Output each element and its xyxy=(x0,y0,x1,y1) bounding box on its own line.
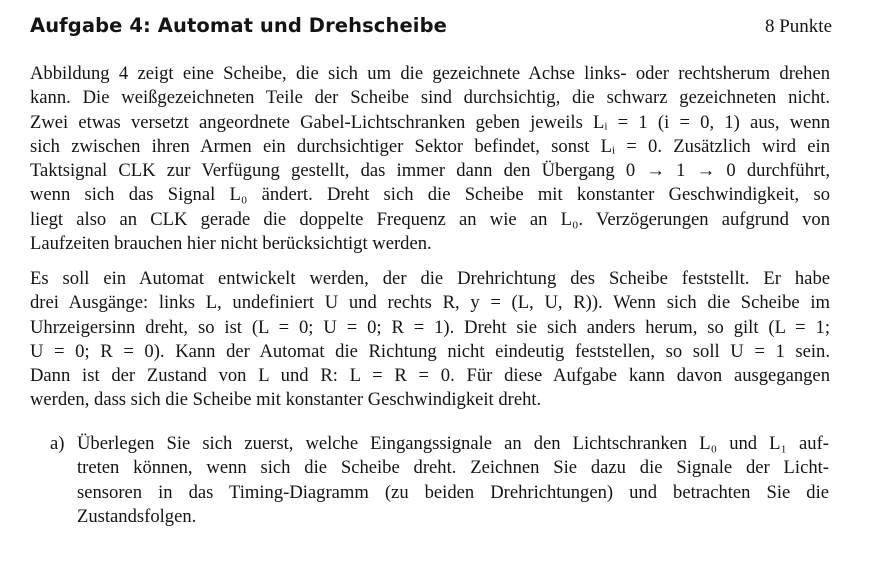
task-header xyxy=(30,14,832,44)
paragraph-line: sich zwischen ihren Armen ein durchsichtiger Sektor befindet, sonst Lᵢ = 0. Zusätzlich wird ein xyxy=(30,135,830,157)
paragraph-line: liegt also an CLK gerade die doppelte Frequenz an wie an L₀. Verzögerungen aufgrund von xyxy=(30,208,830,230)
paragraph-line: Laufzeiten brauchen hier nicht berücksichtigt werden. xyxy=(30,233,432,255)
paragraph-line: kann. Die weißgezeichneten Teile der Scheibe sind durchsichtig, die schwarz gezeichneten nicht. xyxy=(30,87,830,109)
paragraph-line: Dann ist der Zustand von L und R: L = R = 0. Für diese Aufgabe kann davon ausgegangen xyxy=(30,365,830,387)
subtask-line: Zustandsfolgen. xyxy=(77,505,197,527)
paragraph-line: Taktsignal CLK zur Verfügung gestellt, das immer dann den Übergang 0 → 1 → 0 durchführt, xyxy=(30,160,830,182)
subtask-marker: a) xyxy=(50,433,65,454)
subtask-line: treten können, wenn sich die Scheibe dreht. Zeichnen Sie dazu die Signale der Licht- xyxy=(77,457,829,479)
subtask-body xyxy=(77,432,829,529)
paragraph-line: drei Ausgänge: links L, undefiniert U und rechts R, y = (L, U, R)). Wenn sich die Scheibe im xyxy=(30,292,830,314)
paragraph-line: Uhrzeigersinn dreht, so ist (L = 0; U = 0; R = 1). Dreht sie sich anders herum, so gilt (L = 1; xyxy=(30,316,830,338)
subtask-line: Überlegen Sie sich zuerst, welche Eingangssignale an den Lichtschranken L₀ und L₁ auf- xyxy=(77,433,829,454)
task-points: 8 Punkte xyxy=(764,16,832,37)
paragraph-line: Zwei etwas versetzt angeordnete Gabel-Lichtschranken geben jeweils Lᵢ = 1 (i = 0, 1) aus, wenn xyxy=(30,111,830,133)
paragraph-line: U = 0; R = 0). Kann der Automat die Richtung nicht eindeutig feststellen, so soll U = 1 sein. xyxy=(30,340,830,362)
paragraph-line: Es soll ein Automat entwickelt werden, der die Drehrichtung des Scheibe feststellt. Er habe xyxy=(30,268,830,289)
paragraph-line: wenn sich das Signal L₀ ändert. Dreht sich die Scheibe mit konstanter Geschwindigkeit, so xyxy=(30,184,830,206)
paragraph-line: werden, dass sich die Scheibe mit konstanter Geschwindigkeit dreht. xyxy=(30,389,542,411)
subtask-line: sensoren in das Timing-Diagramm (zu beiden Drehrichtungen) und betrachten Sie die xyxy=(77,481,829,503)
paragraph-intro xyxy=(30,62,830,256)
task-title: Aufgabe 4: Automat und Drehscheibe xyxy=(30,14,447,37)
paragraph-automaton xyxy=(30,267,830,413)
paragraph-line: Abbildung 4 zeigt eine Scheibe, die sich um die gezeichnete Achse links- oder rechtsherum drehen xyxy=(30,63,830,84)
